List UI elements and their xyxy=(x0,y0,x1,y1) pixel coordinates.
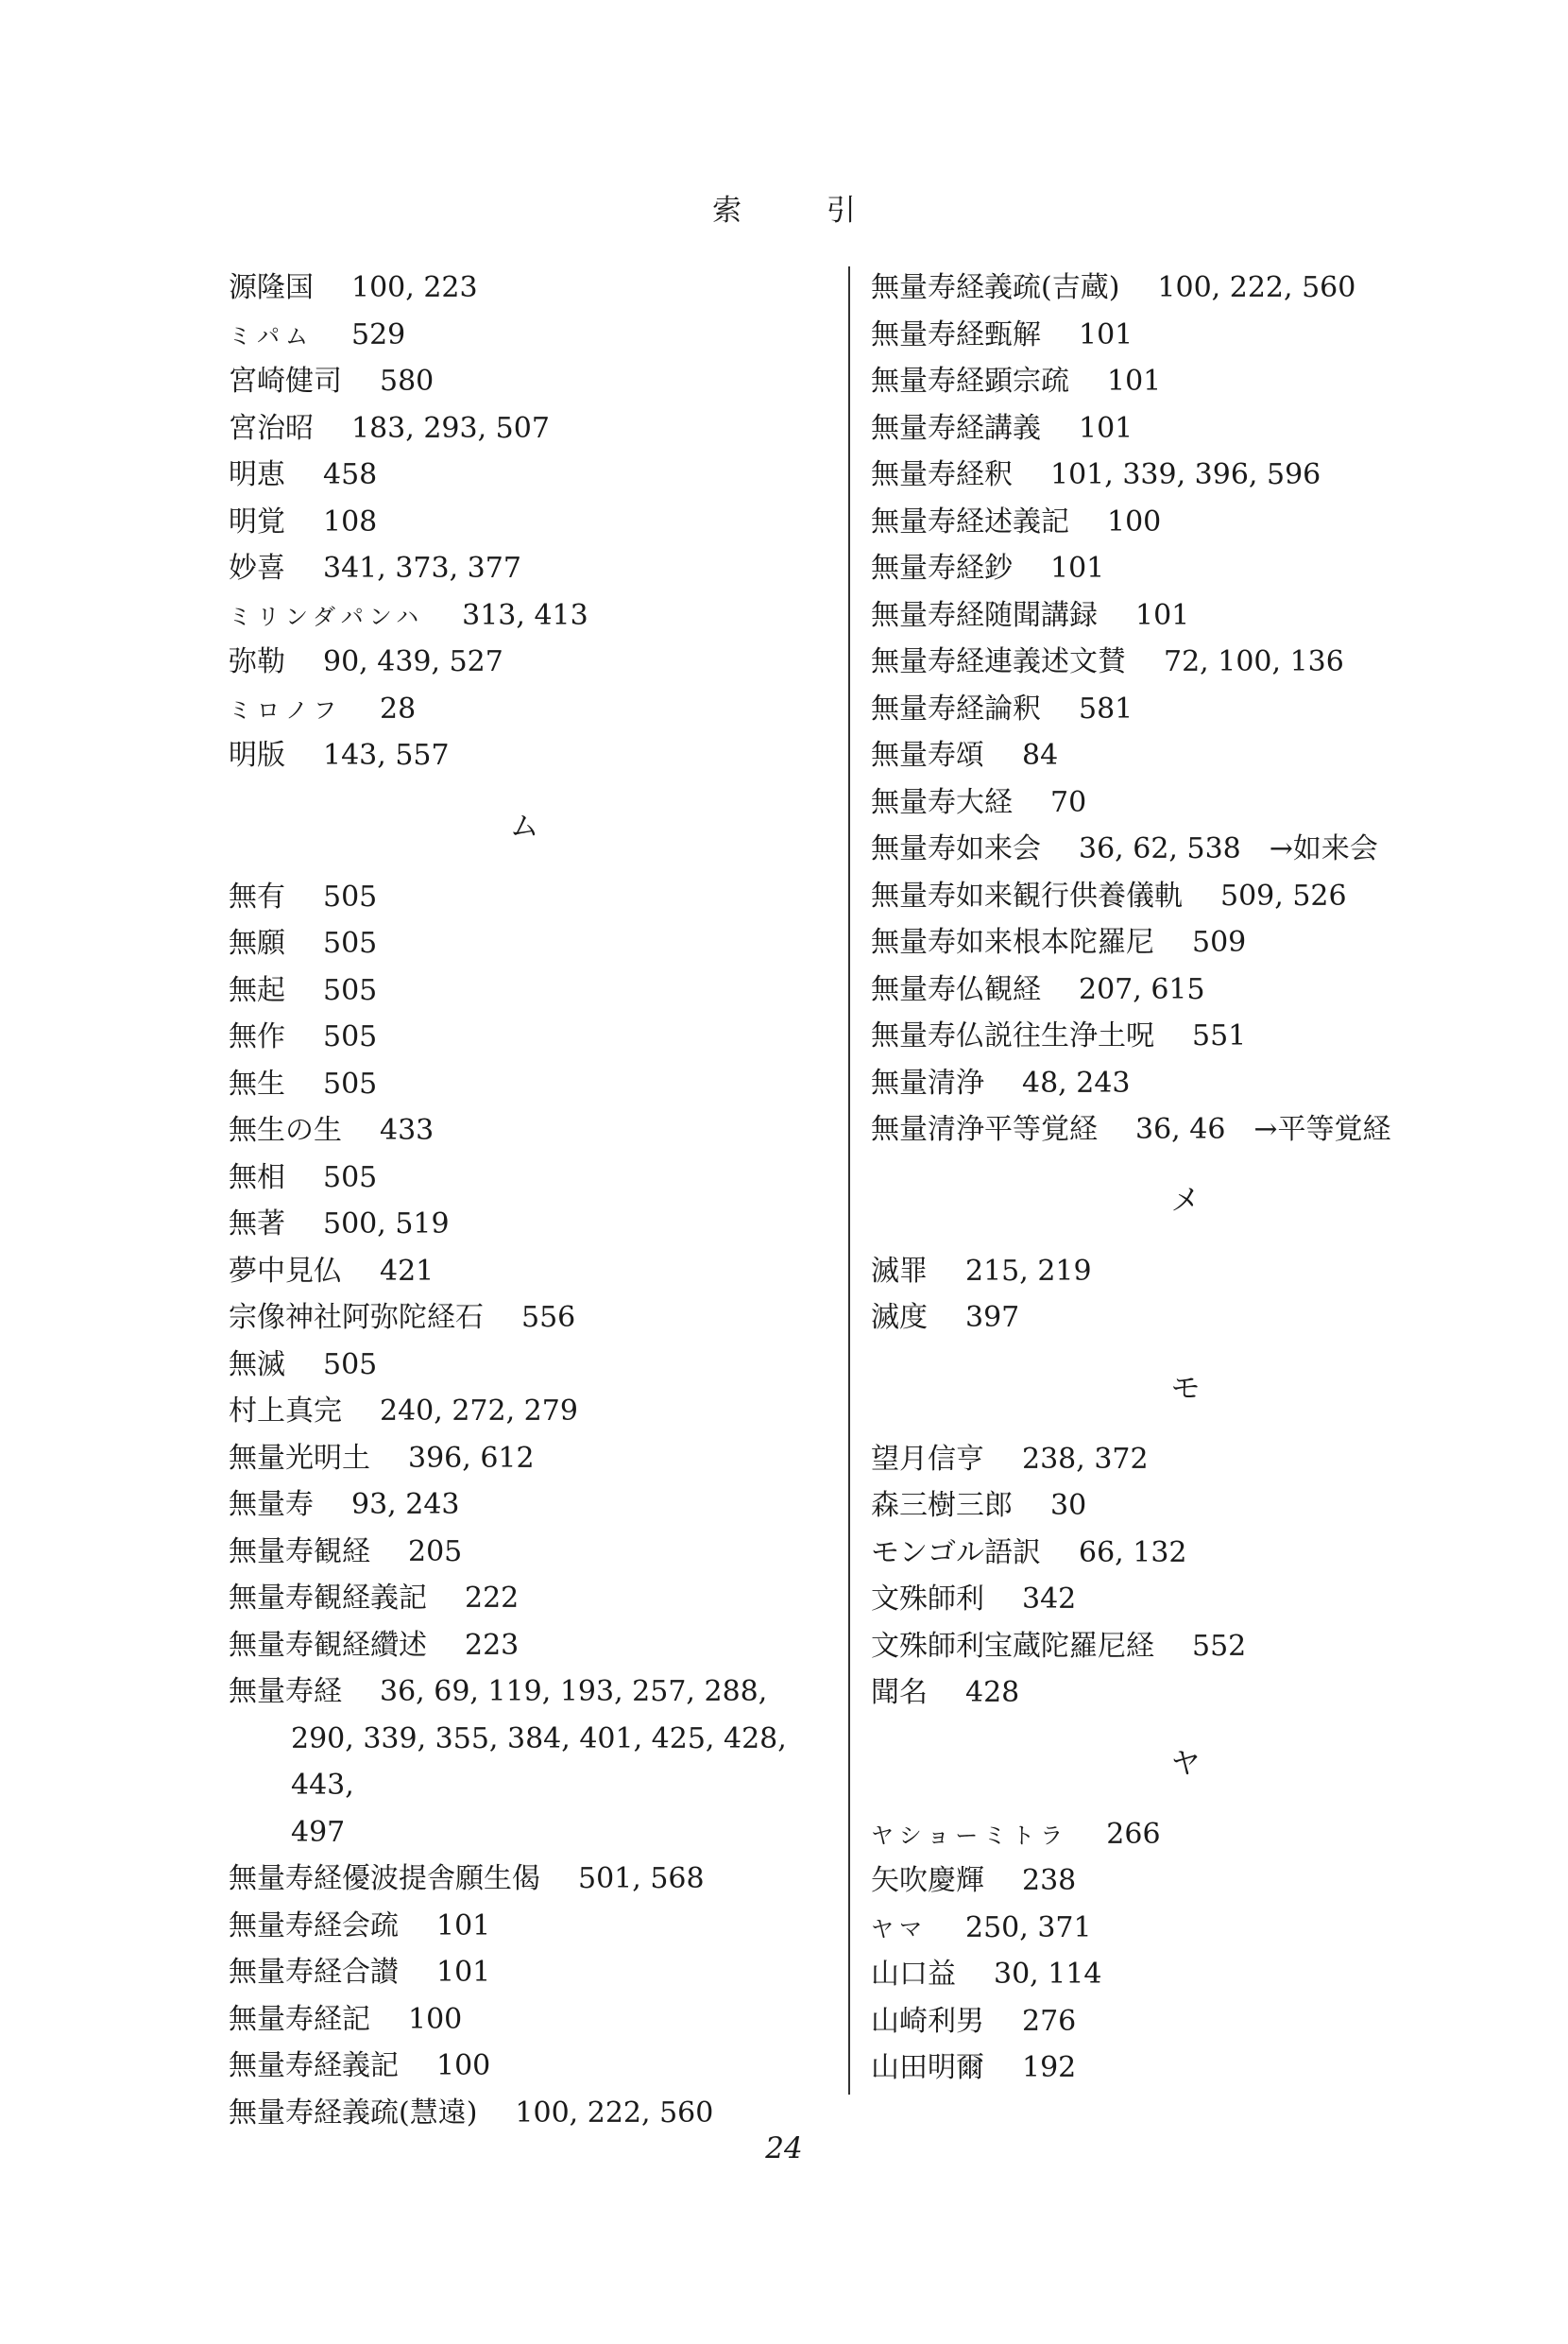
index-entry xyxy=(229,639,833,686)
index-entry xyxy=(871,1905,1513,1952)
index-entry xyxy=(871,1811,1513,1858)
index-term: 無量寿如来根本陀羅尼 xyxy=(871,926,1154,959)
index-entry xyxy=(229,592,833,640)
index-pages-continued: 497 xyxy=(291,1815,346,1849)
index-entry xyxy=(229,1481,833,1529)
index-term: 無量寿経甄解 xyxy=(871,317,1041,351)
index-pages: 90, 439, 527 xyxy=(323,645,503,678)
index-entry xyxy=(871,919,1513,967)
index-term: モンゴル語訳 xyxy=(871,1535,1041,1569)
index-entry xyxy=(229,499,833,546)
index-term: 無量寿経随聞講録 xyxy=(871,598,1098,632)
index-entry xyxy=(871,1623,1513,1670)
index-pages: 433 xyxy=(380,1114,435,1147)
index-term: ミパム xyxy=(229,322,314,350)
index-term: 無量寿仏説往生浄土呪 xyxy=(871,1019,1154,1052)
index-term: ヤマ xyxy=(871,1915,928,1942)
index-entry xyxy=(229,732,833,779)
index-pages: 222 xyxy=(465,1582,520,1615)
index-term: 無滅 xyxy=(229,1347,285,1381)
index-entry xyxy=(871,1248,1513,1295)
index-entry xyxy=(871,312,1513,359)
index-entry xyxy=(229,2090,833,2137)
index-pages: 84 xyxy=(1022,739,1059,772)
index-pages: 505 xyxy=(323,927,378,960)
index-pages: 238 xyxy=(1022,1864,1077,1897)
index-entry xyxy=(871,1482,1513,1530)
index-term: 無量寿如来会 xyxy=(871,832,1041,865)
index-entry xyxy=(229,1155,833,1202)
column-divider xyxy=(848,266,850,2095)
index-pages: 101 xyxy=(1107,365,1162,398)
index-entry xyxy=(871,826,1513,873)
index-group xyxy=(871,1811,1513,2092)
index-term: 無量清浄平等覚経 xyxy=(871,1113,1098,1146)
index-entry xyxy=(871,967,1513,1014)
index-entry xyxy=(871,545,1513,592)
index-entry xyxy=(871,499,1513,546)
index-term: 無量寿経会疏 xyxy=(229,1908,399,1942)
index-pages: 505 xyxy=(323,1020,378,1053)
index-entry xyxy=(871,2045,1513,2092)
index-entry xyxy=(871,405,1513,453)
index-term: 矢吹慶輝 xyxy=(871,1864,984,1897)
page-title xyxy=(0,186,1568,229)
index-pages: 30 xyxy=(1050,1489,1087,1522)
index-term: 明版 xyxy=(229,739,285,772)
index-pages: 143, 557 xyxy=(323,739,450,772)
index-term: 無量寿経釈 xyxy=(871,458,1013,491)
index-pages: 500, 519 xyxy=(323,1207,450,1240)
index-pages: 509 xyxy=(1192,926,1247,959)
index-group xyxy=(229,265,833,779)
index-term: 無願 xyxy=(229,927,285,960)
index-pages: 36, 46 →平等覚経 xyxy=(1135,1113,1391,1146)
index-term: 無量寿経合讃 xyxy=(229,1956,399,1989)
index-entry xyxy=(229,2043,833,2090)
index-pages: 101 xyxy=(1050,552,1105,585)
index-entry xyxy=(229,452,833,499)
index-entry xyxy=(229,1903,833,1950)
index-entry xyxy=(229,874,833,921)
index-term: 村上真完 xyxy=(229,1394,342,1428)
right-column xyxy=(871,265,1513,2092)
index-term: 源隆国 xyxy=(229,271,314,304)
index-entry xyxy=(871,1857,1513,1905)
index-entry xyxy=(871,265,1513,312)
index-pages: 223 xyxy=(465,1628,520,1662)
index-entry xyxy=(871,358,1513,405)
index-group xyxy=(229,1856,833,2136)
index-term: 滅度 xyxy=(871,1301,928,1334)
index-entry xyxy=(229,1435,833,1482)
index-pages: 66, 132 xyxy=(1079,1535,1187,1569)
index-term: 無量寿経顕宗疏 xyxy=(871,365,1069,398)
index-pages: 396, 612 xyxy=(408,1441,535,1475)
index-entry xyxy=(229,1575,833,1622)
index-pages: 551 xyxy=(1192,1019,1247,1052)
index-entry xyxy=(871,1060,1513,1107)
index-pages: 100, 223 xyxy=(351,271,478,304)
index-pages: 101 xyxy=(1079,411,1133,445)
index-pages: 101 xyxy=(1135,598,1190,632)
index-term: 無起 xyxy=(229,973,285,1007)
index-term: 無量寿経鈔 xyxy=(871,552,1013,585)
index-entry xyxy=(871,1436,1513,1483)
index-term: 無量寿頌 xyxy=(871,739,984,772)
index-entry xyxy=(871,1998,1513,2045)
index-entry xyxy=(871,639,1513,686)
index-pages: 28 xyxy=(380,692,417,726)
index-entry xyxy=(871,779,1513,827)
index-term: 無量寿経義疏(吉蔵) xyxy=(871,271,1120,304)
index-pages-continued: 290, 339, 355, 384, 401, 425, 428, 443, xyxy=(291,1721,787,1802)
index-entry xyxy=(229,265,833,312)
index-pages: 36, 69, 119, 193, 257, 288, xyxy=(380,1675,768,1708)
index-pages: 101 xyxy=(436,1956,491,1989)
index-term: 山口益 xyxy=(871,1958,956,1991)
index-term: 無有 xyxy=(229,880,285,914)
index-pages: 250, 371 xyxy=(965,1910,1092,1944)
index-pages: 100, 222, 560 xyxy=(515,2096,714,2130)
index-term: 無量寿観経義記 xyxy=(229,1582,427,1615)
index-pages: 505 xyxy=(323,1067,378,1101)
index-entry xyxy=(871,1530,1513,1577)
index-term: 妙喜 xyxy=(229,552,285,585)
index-pages: 421 xyxy=(380,1254,435,1288)
index-pages: 266 xyxy=(1106,1817,1161,1851)
index-entry-long xyxy=(229,1668,833,1856)
index-term: 無量寿観経 xyxy=(229,1534,370,1568)
index-entry xyxy=(229,1061,833,1108)
index-term: 無量寿経優波提舎願生偈 xyxy=(229,1862,540,1895)
index-term: 無相 xyxy=(229,1160,285,1194)
index-pages: 72, 100, 136 xyxy=(1164,645,1344,678)
index-entry xyxy=(229,545,833,592)
index-pages: 36, 62, 538 →如来会 xyxy=(1079,832,1378,865)
index-pages: 458 xyxy=(323,458,378,491)
index-pages: 100 xyxy=(436,2049,491,2082)
index-entry xyxy=(229,405,833,453)
index-term: 宮治昭 xyxy=(229,411,314,445)
index-entry xyxy=(229,1294,833,1342)
index-pages: 581 xyxy=(1079,692,1133,726)
index-pages: 276 xyxy=(1022,2004,1077,2038)
index-pages: 100 xyxy=(1107,505,1162,539)
index-entry xyxy=(229,1996,833,2044)
index-pages: 397 xyxy=(965,1301,1020,1334)
index-group xyxy=(229,874,833,1669)
index-pages: 501, 568 xyxy=(578,1862,705,1895)
title-char-2: 引 xyxy=(826,194,856,228)
index-term: 弥勒 xyxy=(229,645,285,678)
index-entry xyxy=(229,1248,833,1295)
index-pages: 240, 272, 279 xyxy=(380,1394,578,1428)
index-term: 無量寿経連義述文賛 xyxy=(871,645,1126,678)
section-heading-mo: モ xyxy=(1170,1371,1201,1406)
index-entry xyxy=(229,1014,833,1061)
index-group xyxy=(871,265,1513,1154)
index-entry xyxy=(229,1342,833,1389)
index-pages: 529 xyxy=(351,317,406,351)
index-term: ミロノフ xyxy=(229,696,342,724)
index-entry xyxy=(229,312,833,359)
index-entry xyxy=(229,1949,833,1996)
index-term: 無量寿観経纘述 xyxy=(229,1628,427,1662)
title-char-1: 索 xyxy=(712,194,742,228)
index-entry xyxy=(871,452,1513,499)
index-pages: 556 xyxy=(521,1301,576,1334)
index-term: 無作 xyxy=(229,1020,285,1053)
index-pages: 101 xyxy=(436,1908,491,1942)
index-entry xyxy=(871,686,1513,733)
index-term: 無量寿経述義記 xyxy=(871,505,1069,539)
index-group xyxy=(871,1436,1513,1717)
index-term: 明恵 xyxy=(229,458,285,491)
index-pages: 100, 222, 560 xyxy=(1157,271,1356,304)
index-pages: 101, 339, 396, 596 xyxy=(1050,458,1321,491)
index-term: 無量寿経論釈 xyxy=(871,692,1041,726)
index-entry xyxy=(229,967,833,1015)
index-pages: 215, 219 xyxy=(965,1254,1092,1288)
index-entry xyxy=(871,1669,1513,1717)
index-entry xyxy=(229,686,833,733)
index-entry xyxy=(229,1622,833,1669)
index-term: 無量寿仏観経 xyxy=(871,972,1041,1006)
index-term: 無量寿大経 xyxy=(871,785,1013,819)
index-pages: 313, 413 xyxy=(462,598,588,632)
index-term: 無著 xyxy=(229,1207,285,1240)
index-entry xyxy=(229,358,833,405)
index-pages: 183, 293, 507 xyxy=(351,411,550,445)
index-pages: 93, 243 xyxy=(351,1488,460,1521)
index-entry xyxy=(229,920,833,967)
index-term: 山田明爾 xyxy=(871,2051,984,2084)
index-pages: 108 xyxy=(323,505,378,539)
index-entry xyxy=(871,1951,1513,1998)
index-pages: 509, 526 xyxy=(1220,879,1347,913)
index-entry xyxy=(229,1856,833,1903)
index-term: 無量光明土 xyxy=(229,1441,370,1475)
index-term: 無量寿経講義 xyxy=(871,411,1041,445)
index-pages: 238, 372 xyxy=(1022,1442,1149,1476)
index-pages: 552 xyxy=(1192,1629,1247,1663)
index-term: 無量寿経義記 xyxy=(229,2049,399,2082)
index-entry xyxy=(871,732,1513,779)
index-term: ミリンダパンハ xyxy=(229,603,425,630)
index-pages: 505 xyxy=(323,973,378,1007)
section-heading-ya: ヤ xyxy=(1170,1746,1201,1781)
index-pages: 101 xyxy=(1079,317,1133,351)
index-term: 文殊師利宝蔵陀羅尼経 xyxy=(871,1629,1154,1663)
index-pages: 428 xyxy=(965,1676,1020,1709)
index-entry xyxy=(871,1013,1513,1060)
index-pages: 100 xyxy=(408,2002,463,2036)
index-pages: 205 xyxy=(408,1534,463,1568)
index-pages: 207, 615 xyxy=(1079,972,1205,1006)
index-pages: 70 xyxy=(1050,785,1087,819)
index-pages: 505 xyxy=(323,880,378,914)
index-entry xyxy=(871,592,1513,640)
index-term: 無生 xyxy=(229,1067,285,1101)
section-heading-me: メ xyxy=(1170,1183,1201,1218)
section-heading-mu: ム xyxy=(509,809,539,844)
index-term: 無量寿経 xyxy=(229,1675,342,1708)
index-term: 滅罪 xyxy=(871,1254,928,1288)
page-number: 24 xyxy=(765,2131,803,2165)
index-term: 宮崎健司 xyxy=(229,365,342,398)
index-term: 山崎利男 xyxy=(871,2004,984,2038)
index-pages: 505 xyxy=(323,1347,378,1381)
index-term: 無生の生 xyxy=(229,1114,342,1147)
index-entry xyxy=(871,1576,1513,1623)
index-entry xyxy=(229,1107,833,1155)
index-term: 文殊師利 xyxy=(871,1583,984,1616)
index-term: 無量寿経義疏(慧遠) xyxy=(229,2096,478,2130)
left-column xyxy=(229,265,833,2136)
index-term: 望月信亨 xyxy=(871,1442,984,1476)
index-pages: 342 xyxy=(1022,1583,1077,1616)
index-pages: 30, 114 xyxy=(994,1958,1102,1991)
index-term: 無量清浄 xyxy=(871,1066,984,1100)
index-entry xyxy=(871,873,1513,920)
index-term: 聞名 xyxy=(871,1676,928,1709)
index-group xyxy=(871,1248,1513,1342)
index-pages: 580 xyxy=(380,365,435,398)
index-entry xyxy=(871,1294,1513,1342)
index-term: ヤショーミトラ xyxy=(871,1822,1069,1849)
index-pages: 341, 373, 377 xyxy=(323,552,521,585)
index-entry xyxy=(229,1529,833,1576)
index-term: 森三樹三郎 xyxy=(871,1489,1013,1522)
index-pages: 192 xyxy=(1022,2051,1077,2084)
index-term: 明覚 xyxy=(229,505,285,539)
index-pages: 48, 243 xyxy=(1022,1066,1131,1100)
index-entry xyxy=(871,1106,1513,1154)
index-pages: 505 xyxy=(323,1160,378,1194)
index-term: 無量寿経記 xyxy=(229,2002,370,2036)
index-term: 夢中見仏 xyxy=(229,1254,342,1288)
index-term: 無量寿 xyxy=(229,1488,314,1521)
index-entry xyxy=(229,1201,833,1248)
index-term: 無量寿如来観行供養儀軌 xyxy=(871,879,1183,913)
index-entry xyxy=(229,1388,833,1435)
index-term: 宗像神社阿弥陀経石 xyxy=(229,1301,484,1334)
